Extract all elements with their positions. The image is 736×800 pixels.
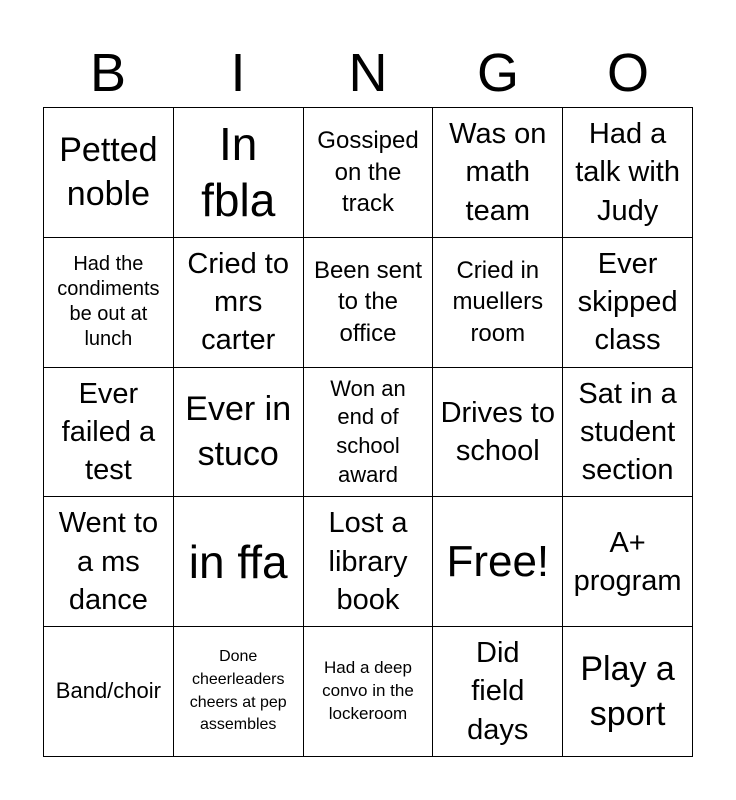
cell-text: Had a deep convo in the lockeroom: [322, 658, 414, 724]
cell-text: Cried in muellers room: [452, 256, 544, 348]
cell-text: Did field days: [467, 637, 529, 746]
bingo-cell[interactable]: [433, 238, 563, 368]
cell-text: In fbla: [201, 117, 276, 227]
cell-text: Ever in stuco: [185, 390, 292, 473]
header-letter-o: O: [606, 43, 649, 103]
bingo-cell[interactable]: [433, 368, 563, 498]
bingo-cell[interactable]: [563, 497, 693, 627]
cell-text: Cried to mrs carter: [187, 247, 289, 357]
cell-text: Petted noble: [59, 130, 158, 214]
bingo-header: [43, 40, 693, 106]
bingo-cell[interactable]: [44, 238, 174, 368]
bingo-cell[interactable]: [44, 627, 174, 757]
cell-text: Drives to school: [440, 396, 555, 467]
cell-text: Band/choir: [55, 678, 161, 704]
cell-text: Was on math team: [449, 118, 547, 227]
bingo-cell[interactable]: [304, 627, 434, 757]
bingo-cell[interactable]: [563, 238, 693, 368]
bingo-cell[interactable]: [44, 368, 174, 498]
cell-text: Been sent to the office: [313, 256, 423, 348]
bingo-cell[interactable]: [174, 627, 304, 757]
bingo-cell[interactable]: [563, 108, 693, 238]
header-letter-g: G: [476, 43, 519, 103]
header-letter-b: B: [89, 43, 127, 103]
cell-text: Lost a library book: [328, 507, 408, 616]
bingo-cell[interactable]: [304, 108, 434, 238]
cell-text: Ever failed a test: [61, 377, 156, 487]
free-space-cell[interactable]: [433, 497, 563, 627]
bingo-cell[interactable]: [433, 108, 563, 238]
cell-text: Play a sport: [580, 649, 675, 733]
bingo-cell[interactable]: [174, 238, 304, 368]
bingo-cell[interactable]: [44, 497, 174, 627]
bingo-cell[interactable]: [304, 368, 434, 498]
bingo-cell[interactable]: [174, 497, 304, 627]
header-letter-i: I: [230, 43, 246, 103]
cell-text: Sat in a student section: [578, 377, 677, 487]
cell-text: Had a talk with Judy: [575, 118, 680, 227]
bingo-cell[interactable]: [44, 108, 174, 238]
bingo-cell[interactable]: [174, 108, 304, 238]
bingo-cell[interactable]: [304, 238, 434, 368]
cell-text: Won an end of school award: [330, 375, 406, 487]
cell-text: Went to a ms dance: [58, 507, 159, 616]
bingo-grid: [43, 107, 693, 757]
bingo-cell[interactable]: [563, 627, 693, 757]
bingo-cell[interactable]: [433, 627, 563, 757]
bingo-cell[interactable]: [174, 368, 304, 498]
cell-text: in ffa: [188, 535, 288, 588]
bingo-cell[interactable]: [304, 497, 434, 627]
header-letter-n: N: [348, 43, 388, 103]
cell-text: Gossiped on the track: [317, 126, 419, 218]
free-space-text: Free!: [446, 536, 550, 586]
cell-text: Done cheerleaders cheers at pep assembles: [189, 648, 287, 734]
cell-text: A+ program: [573, 526, 682, 597]
cell-text: Had the condiments be out at lunch: [57, 253, 160, 351]
cell-text: Ever skipped class: [577, 247, 678, 357]
bingo-cell[interactable]: [563, 368, 693, 498]
